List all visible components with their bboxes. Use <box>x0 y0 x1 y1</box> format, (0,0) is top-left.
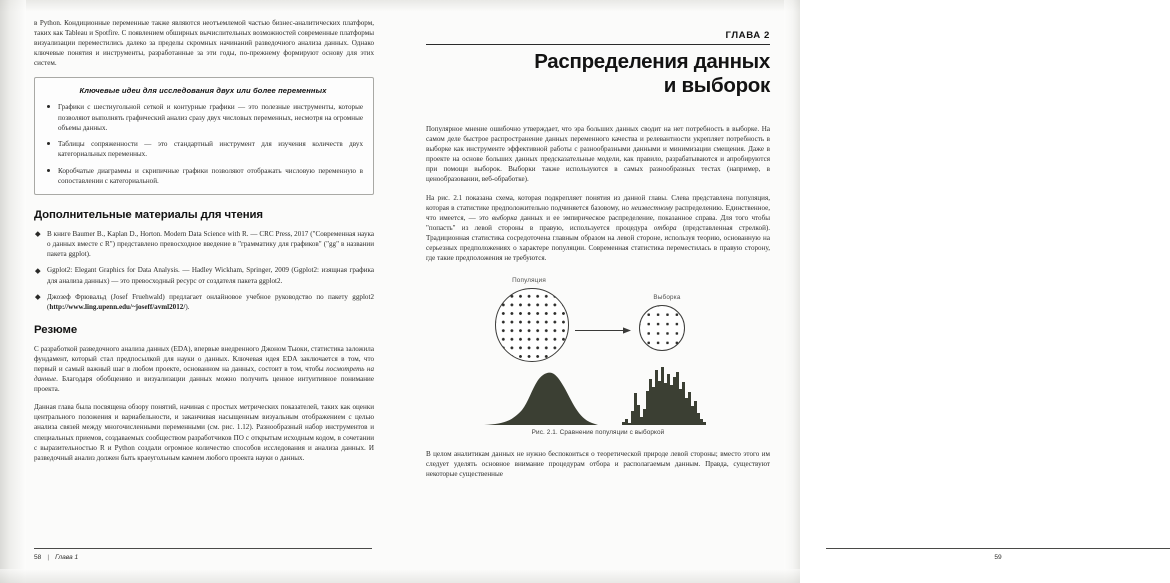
chapter-intro-paragraph: Популярное мнение ошибочно утверждает, что эра больших данных сводит на нет потребность в выборке. На самом деле быстрое распространение данных переменного качества и релевантности укрепляет потребность в выборке как инструменте эффективной работы с разнообразными данными и минимизации смещения. Даже в проекте на основе больших данных предсказательные модели, как правило, разрабатываются и апробируются при помощи выборок. Выборки также используются в самых разнообразных тестах (например, в ценообразовании, веб-обработке). <box>426 125 770 184</box>
chapter-title-line-1: Распределения данных <box>534 50 770 73</box>
further-reading-list <box>34 229 374 312</box>
diamond-bullet-icon <box>35 268 40 273</box>
population-density-curve <box>484 373 598 425</box>
summary-emphasis: посмотреть на данные <box>34 364 374 384</box>
page-number: 58 <box>34 554 42 561</box>
key-ideas-list <box>43 102 363 186</box>
para-emphasis-unknown: неизвестному <box>631 203 674 212</box>
list-item <box>34 292 374 312</box>
diamond-bullet-icon <box>35 294 40 299</box>
key-idea-text: Коробчатые диаграммы и скрипичные графики позволяют отображать числовую переменную в сопоставлении с категориальной. <box>58 166 363 186</box>
bullet-dot-icon <box>47 105 50 108</box>
footer-content <box>34 554 372 561</box>
summary-text-part: С разработкой разведочного анализа данных (EDA), впервые внедренного Джоном Тьюки, статистика заложила фундамент, который стал предпосылкой для науки о данных. Ключевая идея EDA заключается в том, что первый и самый важный шаг в любом проекте, основанном на данных, состоит в том, чтобы <box>34 344 374 373</box>
closing-paragraph: В целом аналитикам данных не нужно беспокоиться о теоретической природе левой стороны; вместо этого им следует уделять основное внимание процедурам отбора и располагаемым данным. Правда, существуют некоторые существенные <box>426 450 770 479</box>
right-page <box>400 0 1002 583</box>
sample-dot-circle <box>639 305 685 351</box>
left-page <box>0 0 400 583</box>
bullet-dot-icon <box>47 169 50 172</box>
para-part: распределению. Единственное, что имеется, — это <box>426 203 771 222</box>
population-dot-circle <box>495 288 569 362</box>
diamond-bullet-icon <box>35 231 40 236</box>
list-item <box>34 265 374 285</box>
para-part: (представленная стрелкой). Традиционная статистика сосредоточена главным образом на левой стороне, используя теорию, основанную на серьезных предположениях о характере популяции. Современная статистика переместилась в правую сторону, где такие предположения не требуются. <box>426 223 770 263</box>
sampling-arrow-icon <box>575 326 632 335</box>
para-emphasis-sampling: отбора <box>653 223 677 232</box>
left-page-footer <box>34 548 372 561</box>
para-part: данных и ее эмпирическое распределение, показанное справа. Для того чтобы "попасть" из левой стороны в правую, используется процедура <box>426 213 770 232</box>
key-idea-text: Таблицы сопряженности — это стандартный инструмент для изучения количеств двух категориальных переменных. <box>58 140 363 159</box>
para-emphasis-sample: выборка <box>491 213 518 222</box>
list-item <box>43 166 363 186</box>
figure-caption: Рис. 2.1. Сравнение популяции с выборкой <box>531 429 665 437</box>
footer-chapter-label: Глава 1 <box>55 554 79 561</box>
page-number: 59 <box>994 554 1002 561</box>
chapter-header <box>426 30 770 98</box>
footer-separator: | <box>47 554 50 561</box>
footer-divider <box>826 548 1170 549</box>
sample-label: Выборка <box>653 294 681 302</box>
key-idea-text: Графики с шестиугольной сеткой и контурные графики — это полезные инструменты, которые позволяют выполнять графический анализ сразу двух числовых переменных, несмотря на огромные объемы данных. <box>58 103 363 132</box>
population-label: Популяция <box>512 277 546 285</box>
list-item <box>43 139 363 159</box>
right-page-footer <box>826 548 1170 561</box>
chapter-title-line-2: и выборок <box>663 74 770 97</box>
reading-item-text: Ggplot2: Elegant Graphics for Data Analysis. — Hadley Wickham, Springer, 2009 (Ggplot2: изящная графика для анализа данных) — это превосходный ресурс от создателя пакета ggplot2. <box>47 266 374 285</box>
reading-item-text-tail: ). <box>185 302 190 311</box>
chapter-kicker: ГЛАВА 2 <box>725 30 770 41</box>
summary-paragraph-1 <box>34 344 374 394</box>
figure-reference-paragraph <box>426 193 770 264</box>
reading-item-text: В книге Baumer B., Kaplan D., Horton. Modern Data Science with R. — CRC Press, 2017 ("Современная наука о данных вместе с R") представлено превосходное введение в "грамматику для графиков" ("gg" в названии пакета ggplot). <box>47 230 374 259</box>
chapter-divider <box>426 44 770 45</box>
summary-paragraph-2: Данная глава была посвящена обзору понятий, начиная с простых метрических показателей, таких как оценки центрального положения и вариабельности, и заканчивая насыщенным визуальным отображением с целью анализа связей между многочисленными переменными (см. рис. 1.12). Разнообразный набор инструментов и специальных приемов, создаваемых сообществом разработчиков ПО с открытым исходным кодом, в сочетании с выразительностью R и Python создали огромное количество способов исследования и анализа данных. И разведочный анализ должен быть краеугольным камнем любого проекта науки о данных. <box>34 403 374 462</box>
page-title <box>426 50 770 98</box>
intro-paragraph: в Python. Кондиционные переменные также являются неотъемлемой частью бизнес-аналитических платформ, таких как Tableau и Spotfire. С появлением обширных вычислительных возможностей современные платформы визуализации переместились далеко за пределы скромных начинаний разведочного анализа данных. Однако ключевые понятия и инструменты, разработанные за эти годы, по-прежнему формируют основу для этих систем. <box>34 19 374 68</box>
bullet-dot-icon <box>47 142 50 145</box>
figure-2-1 <box>426 277 770 425</box>
ggplot2-tutorial-link[interactable]: http://www.ling.upenn.edu/~joseff/avml2012/ <box>49 302 186 311</box>
sample-histogram <box>622 367 706 425</box>
list-item <box>43 102 363 132</box>
key-ideas-callout <box>34 77 374 195</box>
distribution-plots <box>426 365 766 425</box>
key-ideas-title: Ключевые идеи для исследования двух или более переменных <box>79 86 327 96</box>
para-part: На рис. 2.1 показана схема, которая подкрепляет понятия из данной главы. Слева представлена популяция, которая в статистике предположительно подчиняется базовому, но <box>426 193 770 212</box>
summary-text-part: . Благодаря обобщению и визуализации данных можно получить ценное интуитивное понимание проекта. <box>34 375 374 394</box>
list-item <box>34 229 374 259</box>
summary-heading: Резюме <box>34 323 78 336</box>
footer-divider <box>34 548 372 549</box>
reading-item-text: Джозеф Фрювальд (Josef Fruehwald) предлагает онлайновое учебное руководство по пакету ggplot2 ( <box>47 292 374 311</box>
further-reading-heading: Дополнительные материалы для чтения <box>34 209 263 222</box>
